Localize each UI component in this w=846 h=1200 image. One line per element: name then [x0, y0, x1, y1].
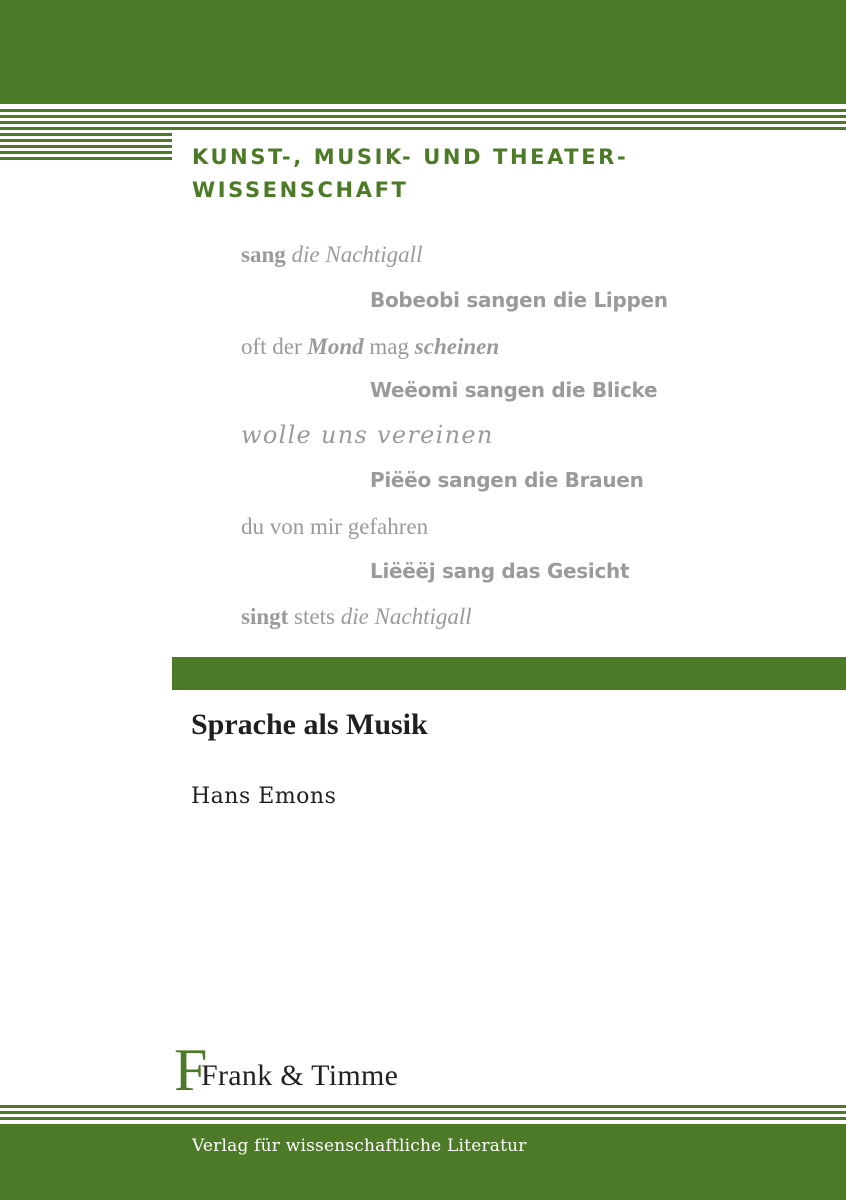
stripe [0, 1105, 846, 1108]
stripe [0, 151, 172, 154]
poem-line [370, 288, 668, 312]
poem-fragment: Mond [307, 334, 364, 359]
publisher-logo [174, 1037, 494, 1103]
stripe [0, 109, 846, 112]
poem-line [370, 378, 657, 402]
poem-fragment: Piëëo sangen die Brauen [370, 468, 644, 492]
stripe [0, 157, 172, 160]
poem-fragment: Liëëëj sang das Gesicht [370, 559, 630, 583]
stripe [0, 127, 846, 130]
publisher-name: Frank & Timme [201, 1059, 399, 1092]
stripe [0, 115, 846, 118]
poem-fragment: die Nachtigall [340, 604, 472, 629]
poem-line [241, 604, 472, 630]
publisher-logo-letter: F [174, 1037, 208, 1103]
book-author: Hans Emons [191, 784, 337, 809]
book-title: Sprache als Musik [191, 708, 428, 741]
title-green-bar [172, 657, 846, 690]
stripe [0, 139, 172, 142]
poem-fragment: Weëomi sangen die Blicke [370, 378, 658, 402]
poem-line [241, 421, 494, 449]
poem-fragment: stets [288, 604, 341, 629]
poem-fragment: mag [363, 334, 415, 359]
poem-fragment: scheinen [414, 334, 500, 359]
poem-line [241, 242, 422, 268]
stripe [0, 145, 172, 148]
poem-fragment: Bobeobi sangen die Lippen [370, 288, 668, 312]
stripe [0, 1117, 846, 1120]
poem-fragment: sang [241, 242, 286, 267]
poem-fragment: die Nachtigall [291, 242, 423, 267]
stripe [0, 1111, 846, 1114]
series-title-line-2: WISSENSCHAFT [192, 178, 409, 202]
poem-fragment: singt [241, 604, 289, 629]
stripe [0, 121, 846, 124]
poem-line [241, 514, 428, 540]
poem-line [370, 468, 644, 492]
top-green-band [0, 0, 846, 104]
poem-fragment: oft der [241, 334, 308, 359]
series-title [192, 141, 832, 207]
poem-fragment: wolle uns vereinen [241, 421, 494, 449]
poem-line [370, 559, 629, 583]
stripe [0, 133, 172, 136]
series-title-line-1: KUNST-, MUSIK- UND THEATER- [192, 145, 629, 169]
poem-line [241, 334, 499, 360]
poem-fragment: du von mir gefahren [241, 514, 429, 539]
publisher-tagline: Verlag für wissenschaftliche Literatur [192, 1136, 527, 1156]
